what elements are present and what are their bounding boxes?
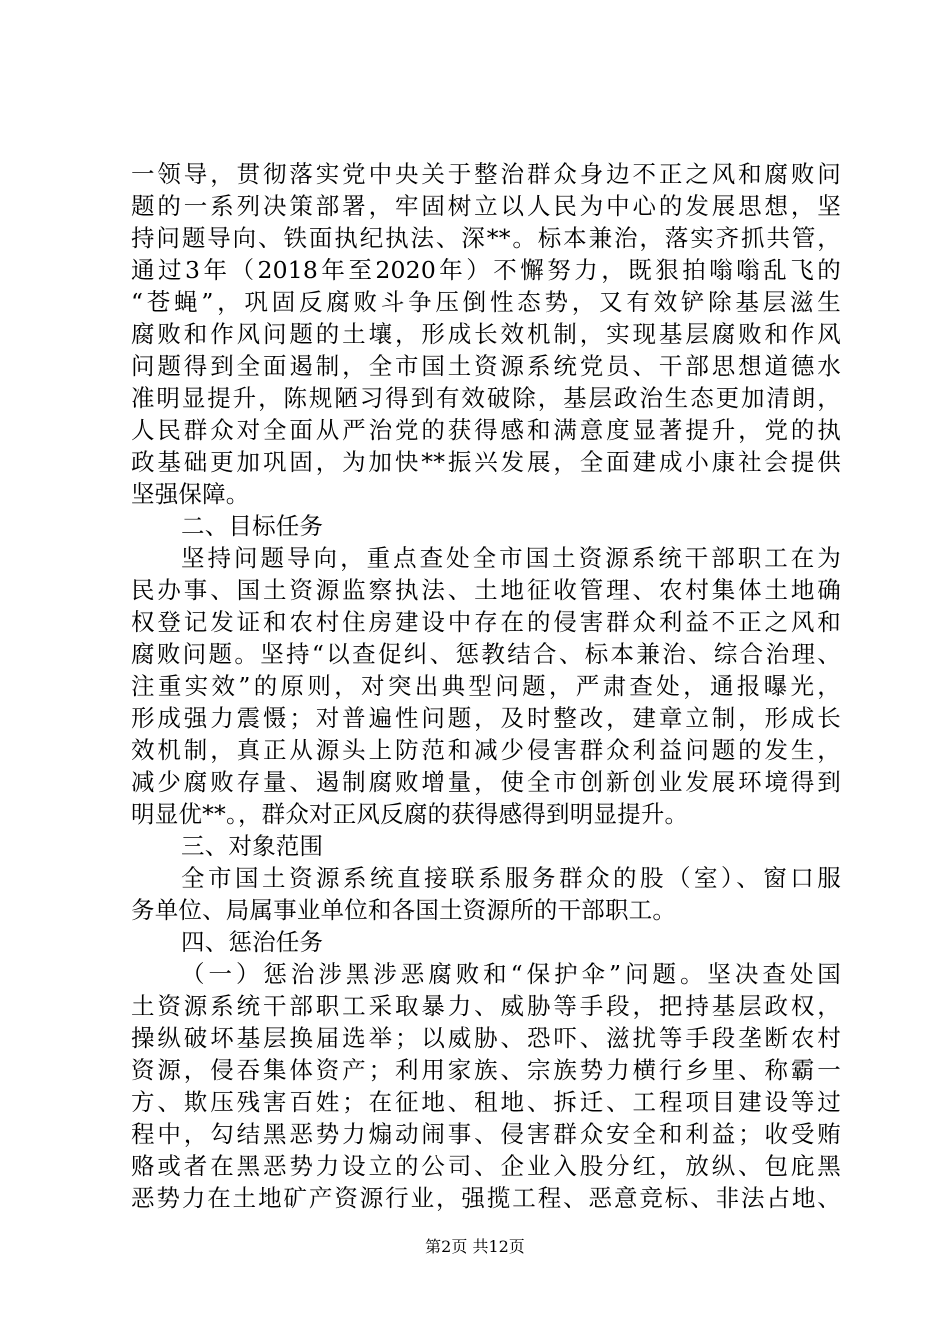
text-line: 民办事、国土资源监察执法、土地征收管理、农村集体土地确 — [131, 576, 841, 604]
page-footer: 第2页 共12页 — [425, 1237, 525, 1256]
text-line: 操纵破坏基层换届选举；以威胁、恐吓、滋扰等手段垄断农村 — [131, 1024, 841, 1052]
text-line: 政基础更加巩固，为加快**振兴发展，全面建成小康社会提供 — [131, 448, 841, 476]
text-line: 坚持问题导向，重点查处全市国土资源系统干部职工在为 — [181, 544, 841, 572]
text-line: 全市国土资源系统直接联系服务群众的股（室）、窗口服 — [181, 864, 841, 892]
text-line: 方、欺压残害百姓；在征地、租地、拆迁、工程项目建设等过 — [131, 1088, 841, 1116]
text-line: 明显优**。，群众对正风反腐的获得感得到明显提升。 — [131, 800, 689, 828]
text-line: 赂或者在黑恶势力设立的公司、企业入股分红，放纵、包庇黑 — [131, 1152, 841, 1180]
text-line: 人民群众对全面从严治党的获得感和满意度显著提升，党的执 — [131, 416, 841, 444]
text-line: 资源，侵吞集体资产；利用家族、宗族势力横行乡里、称霸一 — [131, 1056, 841, 1084]
text-line: 土资源系统干部职工采取暴力、威胁等手段，把持基层政权， — [131, 992, 841, 1020]
text-line: 腐败问题。坚持“以查促纠、惩教结合、标本兼治、综合治理、 — [131, 640, 841, 668]
text-line: 坚强保障。 — [131, 480, 250, 508]
text-line: 程中，勾结黑恶势力煽动闹事、侵害群众安全和利益；收受贿 — [131, 1120, 841, 1148]
text-line: 恶势力在土地矿产资源行业，强揽工程、恶意竞标、非法占地、 — [131, 1184, 841, 1212]
text-line: 四、惩治任务 — [181, 928, 324, 956]
text-line: 持问题导向、铁面执纪执法、深**。标本兼治，落实齐抓共管， — [131, 224, 841, 252]
text-line: 通过3年（2018年至2020年）不懈努力，既狠拍嗡嗡乱飞的 — [131, 256, 841, 284]
text-line: 权登记发证和农村住房建设中存在的侵害群众利益不正之风和 — [131, 608, 841, 636]
text-line: 务单位、局属事业单位和各国土资源所的干部职工。 — [131, 896, 677, 924]
text-line: 二、目标任务 — [181, 512, 324, 540]
text-line: 问题得到全面遏制，全市国土资源系统党员、干部思想道德水 — [131, 352, 841, 380]
text-line: 减少腐败存量、遏制腐败增量，使全市创新创业发展环境得到 — [131, 768, 841, 796]
document-body — [131, 158, 841, 1214]
text-line: 准明显提升，陈规陋习得到有效破除，基层政治生态更加清朗， — [131, 384, 841, 412]
text-line: （一）惩治涉黑涉恶腐败和“保护伞”问题。坚决查处国 — [181, 960, 841, 988]
text-line: 一领导，贯彻落实党中央关于整治群众身边不正之风和腐败问 — [131, 160, 841, 188]
text-line: 形成强力震慑；对普遍性问题，及时整改，建章立制，形成长 — [131, 704, 841, 732]
text-line: 腐败和作风问题的土壤，形成长效机制，实现基层腐败和作风 — [131, 320, 841, 348]
text-line: 效机制，真正从源头上防范和减少侵害群众利益问题的发生， — [131, 736, 841, 764]
text-line: 三、对象范围 — [181, 832, 324, 860]
text-line: “苍蝇”，巩固反腐败斗争压倒性态势，又有效铲除基层滋生 — [131, 288, 841, 316]
text-line: 注重实效”的原则，对突出典型问题，严肃查处，通报曝光， — [131, 672, 841, 700]
text-line: 题的一系列决策部署，牢固树立以人民为中心的发展思想，坚 — [131, 192, 841, 220]
